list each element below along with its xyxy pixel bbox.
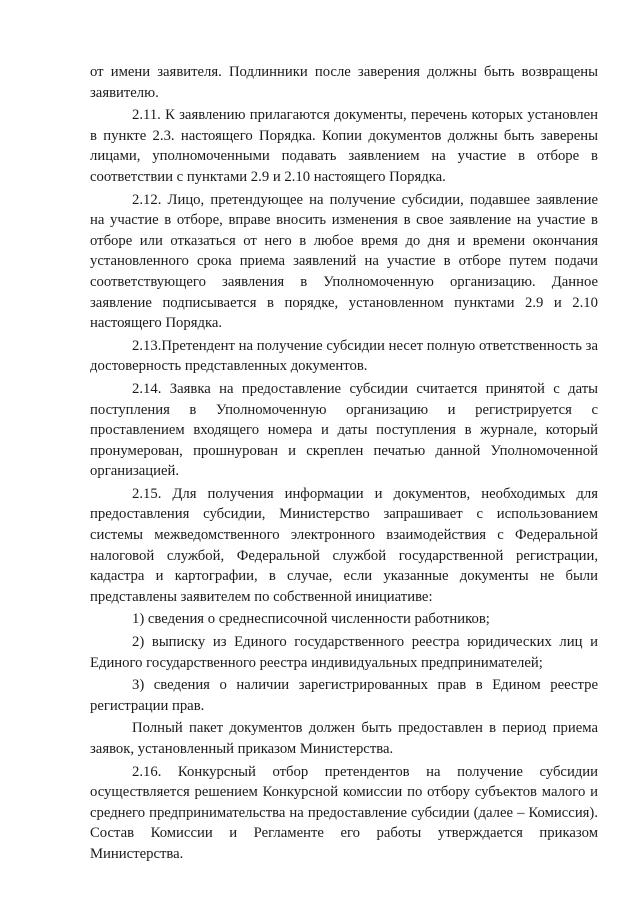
- list-item-2: 2) выписку из Единого государственного реестра юридических лиц и Единого государственного реестра индивидуальных предпринимателей;: [90, 634, 598, 671]
- paragraph-2-12: 2.12. Лицо, претендующее на получение субсидии, подавшее заявление на участие в отборе, вправе вносить изменения в свое заявление на участие в отборе или отказаться от него в любое время до дня и времени окончания установленного срока приема заявлений на участие в отборе путем подачи соответствующего заявления в Уполномоченную организацию. Данное заявление подписывается в порядке, установленном пунктами 2.9 и 2.10 настоящего Порядка.: [90, 191, 598, 332]
- paragraph-2-14: 2.14. Заявка на предоставление субсидии считается принятой с даты поступления в Уполномоченную организацию и регистрируется с проставлением входящего номера и даты поступления в журнале, который пронумерован, прошнурован и скреплен печатью данной Уполномоченной организацией.: [90, 380, 598, 480]
- paragraph-2-13: 2.13.Претендент на получение субсидии несет полную ответственность за достоверность представленных документов.: [90, 337, 598, 375]
- paragraph-2-11: 2.11. К заявлению прилагаются документы, перечень которых установлен в пункте 2.3. настоящего Порядка. Копии документов должны быть заверены лицами, уполномоченными подавать заявлением на участие в отборе в соответствии с пунктами 2.9 и 2.10 настоящего Порядка.: [90, 107, 598, 185]
- list-item-3: 3) сведения о наличии зарегистрированных прав в Едином реестре регистрации прав.: [90, 677, 598, 714]
- document-page: [90, 62, 598, 865]
- paragraph-full-package: Полный пакет документов должен быть предоставлен в период приема заявок, установленный приказом Министерства.: [90, 720, 598, 757]
- paragraph-2-16: 2.16. Конкурсный отбор претендентов на получение субсидии осуществляется решением Конкурсной комиссии по отбору субъектов малого и среднего предпринимательства на предоставление субсидии (далее – Комиссия). Состав Комиссии и Регламенте его работы утверждается приказом Министерства.: [90, 763, 598, 862]
- paragraph-2-15: 2.15. Для получения информации и документов, необходимых для предоставления субсидии, Министерство запрашивает с использованием системы межведомственного электронного взаимодействия с Федеральной налоговой службой, Федеральной службой государственной регистрации, кадастра и картографии, в случае, если указанные документы не были представлены заявителем по собственной инициативе:: [90, 485, 598, 605]
- list-item-1: 1) сведения о среднесписочной численности работников;: [132, 611, 490, 628]
- paragraph-continuation: от имени заявителя. Подлинники после заверения должны быть возвращены заявителю.: [90, 64, 598, 101]
